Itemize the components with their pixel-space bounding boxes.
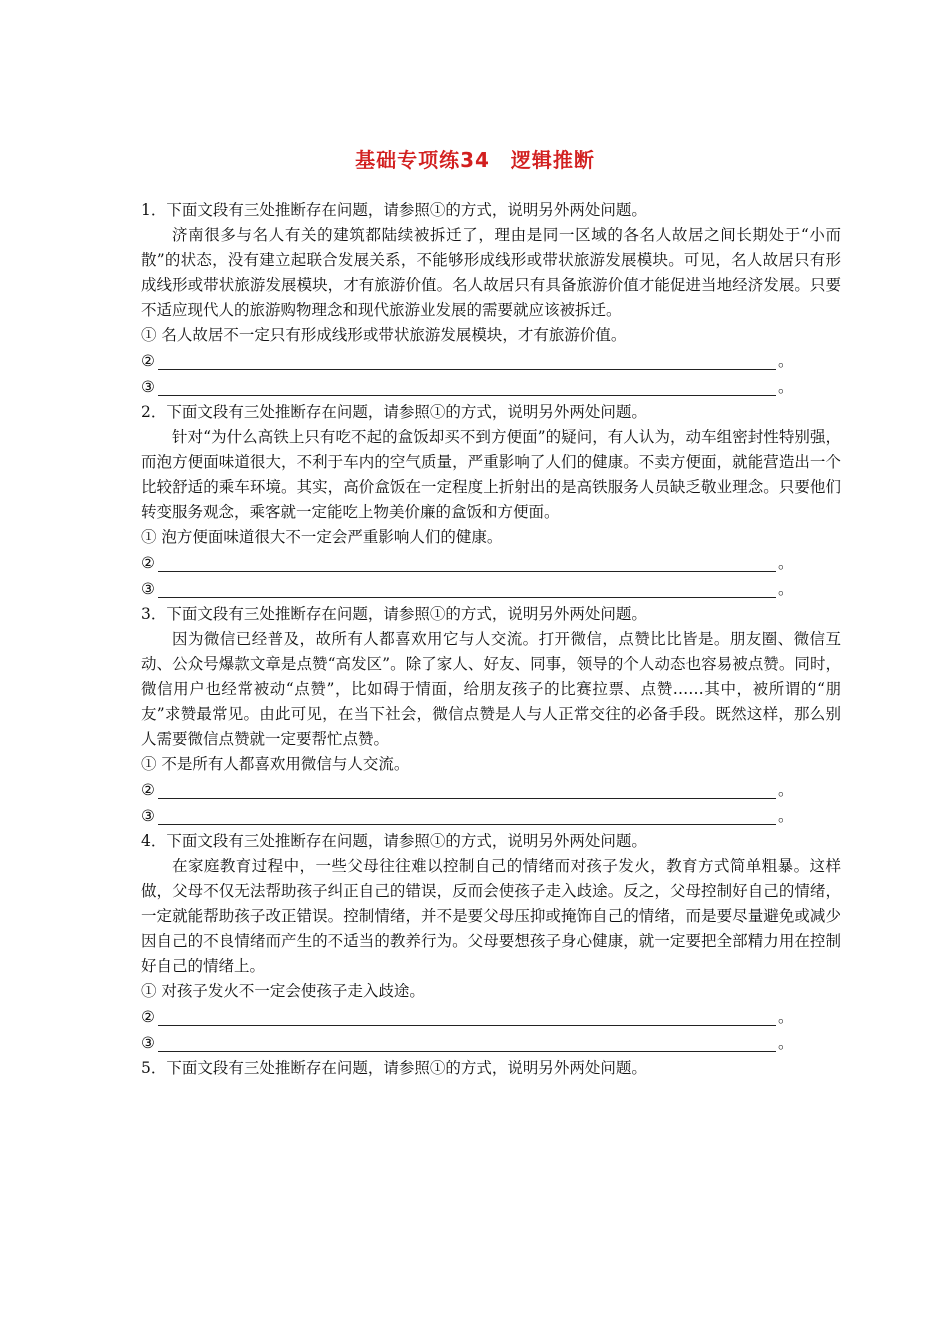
blank-period: 。	[778, 807, 794, 825]
blank-period: 。	[778, 781, 794, 799]
answer-blank-3[interactable]	[141, 1030, 841, 1056]
example-answer: ① 对孩子发火不一定会使孩子走入歧途。	[141, 982, 425, 1000]
question-passage: 针对“为什么高铁上只有吃不起的盒饭却买不到方便面”的疑问，有人认为，动车组密封性特别强，而泡方便面味道很大，不利于车内的空气质量，严重影响了人们的健康。不卖方便面，就能营造出一个比较舒适的乘车环境。其实，高价盒饭在一定程度上折射出的是高铁服务人员缺乏敬业理念。只要他们转变服务观念，乘客就一定能吃上物美价廉的盒饭和方便面。	[141, 428, 841, 521]
example-answer: ① 泡方便面味道很大不一定会严重影响人们的健康。	[141, 528, 503, 546]
answer-blank-2[interactable]	[141, 550, 841, 576]
answer-blank-3[interactable]	[141, 374, 841, 400]
question-stem: 2．下面文段有三处推断存在问题，请参照①的方式，说明另外两处问题。	[141, 403, 647, 421]
question-2	[141, 400, 841, 602]
question-passage: 在家庭教育过程中，一些父母往往难以控制自己的情绪而对孩子发火，教育方式简单粗暴。这样做，父母不仅无法帮助孩子纠正自己的错误，反而会使孩子走入歧途。反之，父母控制好自己的情绪，一定就能帮助孩子改正错误。控制情绪，并不是要父母压抑或掩饰自己的情绪，而是要尽量避免或减少因自己的不良情绪而产生的不适当的教养行为。父母要想孩子身心健康，就一定要把全部精力用在控制好自己的情绪上。	[141, 857, 841, 975]
answer-line[interactable]	[158, 579, 776, 598]
answer-line[interactable]	[158, 377, 776, 396]
answer-blank-3[interactable]	[141, 576, 841, 602]
blank-number: ②	[141, 1008, 155, 1026]
answer-line[interactable]	[158, 351, 776, 370]
answer-blank-2[interactable]	[141, 1004, 841, 1030]
question-stem: 4．下面文段有三处推断存在问题，请参照①的方式，说明另外两处问题。	[141, 832, 647, 850]
question-passage: 济南很多与名人有关的建筑都陆续被拆迁了，理由是同一区域的各名人故居之间长期处于“小而散”的状态，没有建立起联合发展关系，不能够形成线形或带状旅游发展模块。可见，名人故居只有形成线形或带状旅游发展模块，才有旅游价值。名人故居只有具备旅游价值才能促进当地经济发展。只要不适应现代人的旅游购物理念和现代旅游业发展的需要就应该被拆迁。	[141, 226, 841, 319]
blank-number: ②	[141, 352, 155, 370]
question-stem: 5．下面文段有三处推断存在问题，请参照①的方式，说明另外两处问题。	[141, 1059, 647, 1077]
question-list	[141, 198, 841, 1081]
blank-number: ③	[141, 807, 155, 825]
answer-blank-3[interactable]	[141, 803, 841, 829]
blank-period: 。	[778, 1034, 794, 1052]
blank-period: 。	[778, 1008, 794, 1026]
blank-number: ③	[141, 580, 155, 598]
blank-period: 。	[778, 378, 794, 396]
question-3	[141, 602, 841, 829]
answer-blank-2[interactable]	[141, 777, 841, 803]
answer-line[interactable]	[158, 780, 776, 799]
blank-period: 。	[778, 554, 794, 572]
page-title: 基础专项练34 逻辑推断	[355, 148, 595, 172]
answer-line[interactable]	[158, 806, 776, 825]
question-1	[141, 198, 841, 400]
blank-number: ③	[141, 1034, 155, 1052]
answer-line[interactable]	[158, 1033, 776, 1052]
blank-number: ③	[141, 378, 155, 396]
example-answer: ① 不是所有人都喜欢用微信与人交流。	[141, 755, 410, 773]
question-stem: 3．下面文段有三处推断存在问题，请参照①的方式，说明另外两处问题。	[141, 605, 647, 623]
example-answer: ① 名人故居不一定只有形成线形或带状旅游发展模块，才有旅游价值。	[141, 326, 627, 344]
blank-number: ②	[141, 781, 155, 799]
answer-line[interactable]	[158, 553, 776, 572]
answer-blank-2[interactable]	[141, 348, 841, 374]
blank-number: ②	[141, 554, 155, 572]
question-5	[141, 1056, 841, 1081]
question-stem: 1．下面文段有三处推断存在问题，请参照①的方式，说明另外两处问题。	[141, 201, 647, 219]
answer-line[interactable]	[158, 1007, 776, 1026]
question-passage: 因为微信已经普及，故所有人都喜欢用它与人交流。打开微信，点赞比比皆是。朋友圈、微信互动、公众号爆款文章是点赞“高发区”。除了家人、好友、同事，领导的个人动态也容易被点赞。同时，微信用户也经常被动“点赞”，比如碍于情面，给朋友孩子的比赛拉票、点赞……其中，被所谓的“朋友”求赞最常见。由此可见，在当下社会，微信点赞是人与人正常交往的必备手段。既然这样，那么别人需要微信点赞就一定要帮忙点赞。	[141, 630, 841, 748]
question-4	[141, 829, 841, 1056]
blank-period: 。	[778, 580, 794, 598]
blank-period: 。	[778, 352, 794, 370]
